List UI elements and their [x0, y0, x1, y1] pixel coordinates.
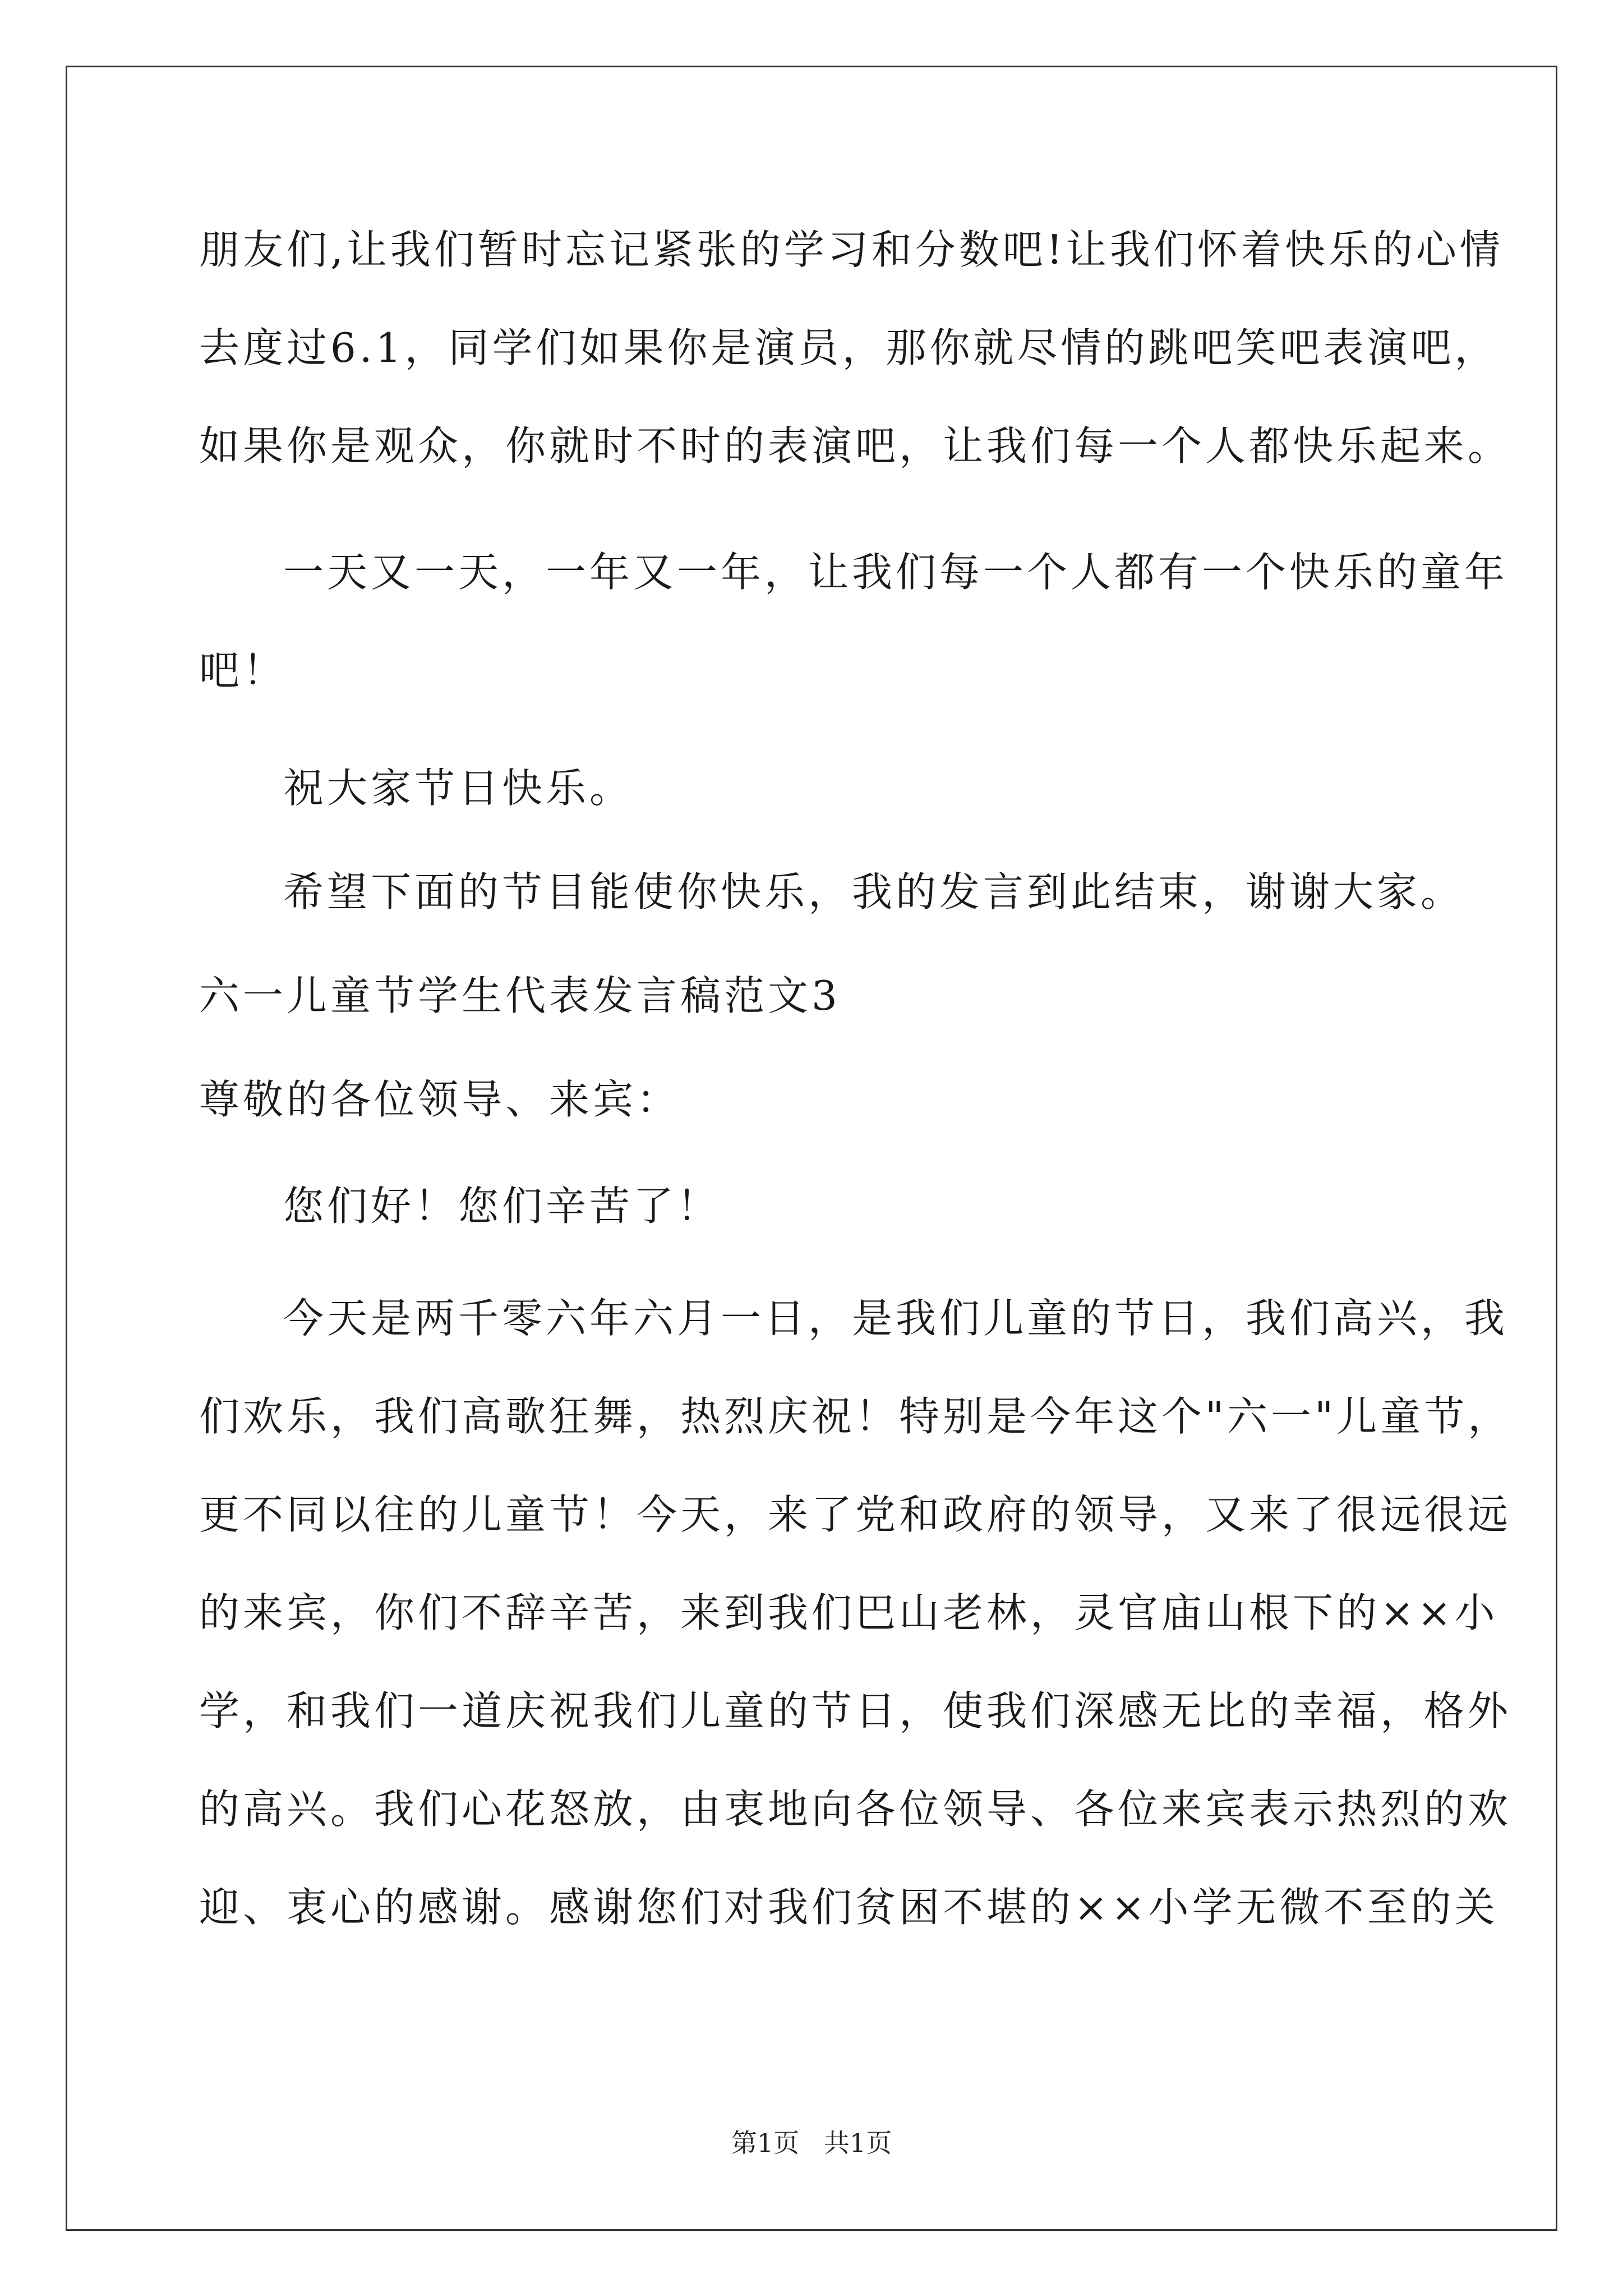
text-line: 一天又一天，一年又一年，让我们每一个人都有一个快乐的童年	[283, 549, 1509, 596]
text-line: 今天是两千零六年六月一日，是我们儿童的节日，我们高兴，我	[283, 1295, 1509, 1342]
text-line: 吧！	[199, 647, 287, 694]
text-line: 们欢乐，我们高歌狂舞，热烈庆祝！特别是今年这个"六一"儿童节，	[199, 1393, 1512, 1440]
section-heading: 六一儿童节学生代表发言稿范文3	[199, 972, 841, 1019]
salutation: 尊敬的各位领导、来宾：	[199, 1076, 681, 1123]
text-line: 学，和我们一道庆祝我们儿童的节日，使我们深感无比的幸福，格外	[199, 1687, 1512, 1734]
text-line: 如果你是观众，你就时不时的表演吧，让我们每一个人都快乐起来。	[199, 422, 1512, 470]
page-number-footer: 第1页 共1页	[731, 2128, 892, 2158]
text-line: 朋友们,让我们暂时忘记紧张的学习和分数吧!让我们怀着快乐的心情	[199, 226, 1504, 273]
text-line: 希望下面的节目能使你快乐，我的发言到此结束，谢谢大家。	[283, 868, 1465, 915]
text-line: 您们好！您们辛苦了！	[283, 1182, 721, 1230]
text-line: 迎、衷心的感谢。感谢您们对我们贫困不堪的××小学无微不至的关	[199, 1884, 1498, 1931]
text-line: 更不同以往的儿童节！今天，来了党和政府的领导，又来了很远很远	[199, 1491, 1512, 1538]
text-line: 去度过6.1，同学们如果你是演员，那你就尽情的跳吧笑吧表演吧，	[199, 324, 1498, 371]
text-line: 祝大家节日快乐。	[283, 765, 634, 812]
text-line: 的来宾，你们不辞辛苦，来到我们巴山老林，灵官庙山根下的××小	[199, 1589, 1498, 1636]
text-line: 的高兴。我们心花怒放，由衷地向各位领导、各位来宾表示热烈的欢	[199, 1786, 1512, 1833]
